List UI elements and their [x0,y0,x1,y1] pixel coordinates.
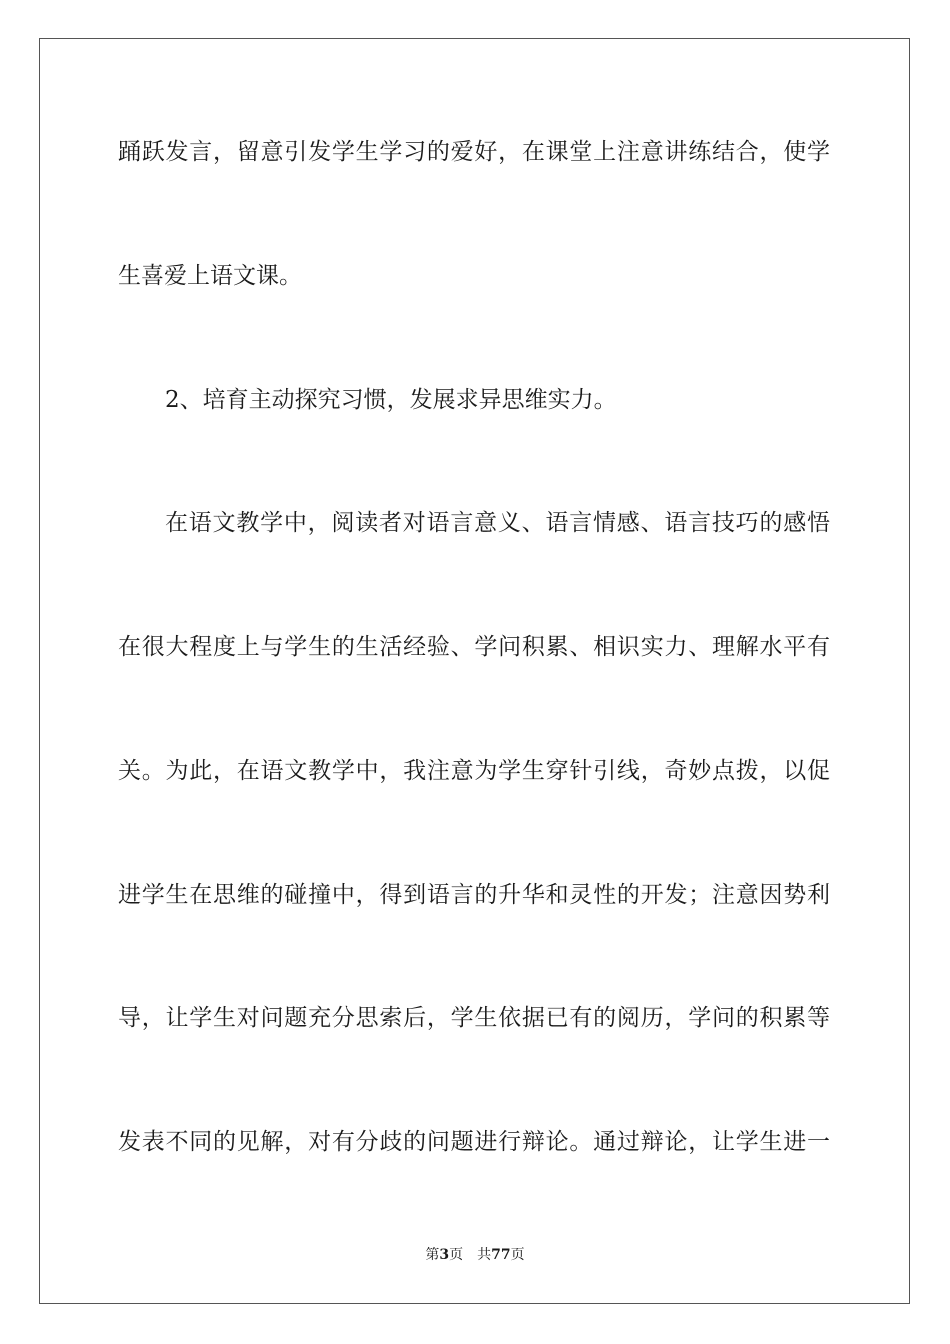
footer-page-prefix: 第 [425,1247,440,1263]
footer-total-prefix: 共 [477,1247,492,1263]
paragraph-line-7: 导，让学生对问题充分思索后，学生依据已有的阅历，学问的积累等 [118,1005,830,1031]
page-border [39,38,910,1304]
paragraph-line-8: 发表不同的见解，对有分歧的问题进行辩论。通过辩论，让学生进一 [118,1129,830,1155]
paragraph-line-3: 在语文教学中，阅读者对语言意义、语言情感、语言技巧的感悟 [165,510,830,536]
paragraph-line-1: 踊跃发言，留意引发学生学习的爱好，在课堂上注意讲练结合，使学 [118,139,830,165]
footer-total-suffix: 页 [510,1247,525,1263]
section-heading: 2、培育主动探究习惯，发展求异思维实力。 [165,387,617,413]
page-footer [0,1246,950,1264]
paragraph-line-4: 在很大程度上与学生的生活经验、学问积累、相识实力、理解水平有 [118,634,830,660]
paragraph-line-5: 关。为此，在语文教学中，我注意为学生穿针引线，奇妙点拨，以促 [118,758,830,784]
footer-page-number: 3 [439,1247,450,1263]
paragraph-line-2: 生喜爱上语文课。 [118,263,302,289]
footer-total-pages: 77 [491,1247,511,1263]
footer-page-suffix: 页 [449,1247,464,1263]
paragraph-line-6: 进学生在思维的碰撞中，得到语言的升华和灵性的开发；注意因势利 [118,882,830,908]
